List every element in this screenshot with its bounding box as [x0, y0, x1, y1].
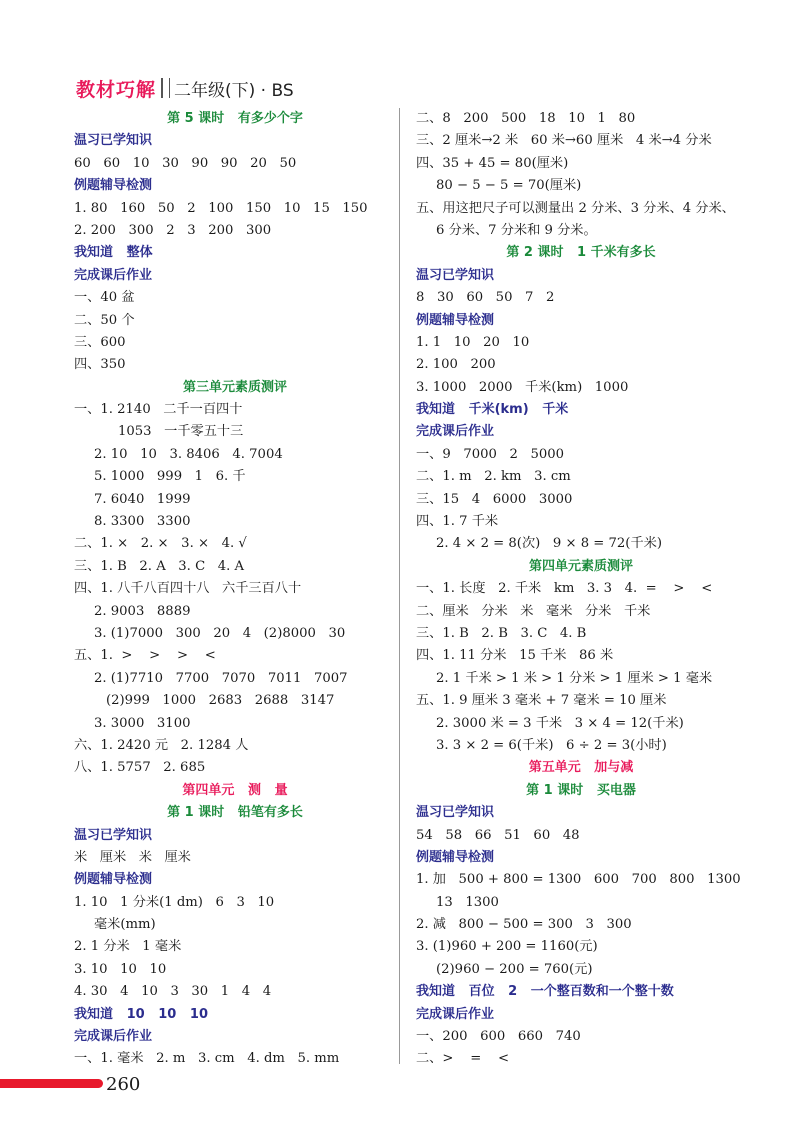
section-heading: 完成课后作业	[416, 1006, 495, 1022]
answer-line: (2)960 − 200 = 760(元)	[436, 961, 593, 977]
answer-line: 一、1. 2140 二千一百四十	[74, 402, 243, 418]
answer-line: 3. 3 × 2 = 6(千米) 6 ÷ 2 = 3(小时)	[436, 737, 667, 753]
section-heading: 温习已学知识	[416, 805, 495, 821]
section-heading: 完成课后作业	[416, 424, 495, 440]
header-divider-icon	[161, 78, 170, 98]
answer-line: 60 60 10 30 90 90 20 50	[74, 155, 297, 171]
answer-line: 四、35 + 45 = 80(厘米)	[416, 155, 569, 171]
answer-line: 6 分米、7 分米和 9 分米。	[436, 222, 597, 238]
answer-line: 2. 3000 米 = 3 千米 3 × 4 = 12(千米)	[436, 715, 684, 731]
answer-line: 2. 9003 8889	[94, 603, 191, 619]
section-heading: 温习已学知识	[74, 133, 153, 149]
section-heading: 完成课后作业	[74, 1029, 153, 1045]
answer-line: 三、15 4 6000 3000	[416, 491, 573, 507]
answer-line: 3. 10 10 10	[74, 961, 167, 977]
answer-line: 一、9 7000 2 5000	[416, 446, 565, 462]
section-heading: 例题辅导检测	[74, 178, 153, 194]
answer-line: 一、1. 长度 2. 千米 km 3. 3 4. = > <	[416, 581, 713, 597]
answer-line: 2. 1 分米 1 毫米	[74, 939, 182, 955]
answer-line: 二、1. × 2. × 3. × 4. √	[74, 536, 247, 552]
answer-line: 3. (1)7000 300 20 4 (2)8000 30	[94, 625, 346, 641]
answer-line: 毫米(mm)	[94, 917, 156, 933]
lesson-title: 第三单元素质测评	[182, 379, 287, 395]
answer-line: 2. 1 千米 > 1 米 > 1 分米 > 1 厘米 > 1 毫米	[436, 670, 713, 686]
answer-line: 二、50 个	[74, 312, 135, 328]
column-divider	[399, 108, 400, 1064]
page-number: 260	[106, 1074, 141, 1095]
section-heading: 例题辅导检测	[416, 312, 495, 328]
answer-line: 3. 1000 2000 千米(km) 1000	[416, 379, 629, 395]
answer-line: 米 厘米 米 厘米	[74, 849, 191, 865]
answer-line: 四、350	[74, 357, 126, 373]
answer-line: 1. 10 1 分米(1 dm) 6 3 10	[74, 894, 275, 910]
grade-label: 二年级(下) · BS	[174, 80, 294, 101]
answer-line: 一、200 600 660 740	[416, 1029, 581, 1045]
answer-line: 3. 3000 3100	[94, 715, 191, 731]
section-heading: 我知道 百位 2 一个整百数和一个整十数	[416, 984, 674, 1000]
answer-line: 7. 6040 1999	[94, 491, 191, 507]
answer-line: 2. (1)7710 7700 7070 7011 7007	[94, 670, 348, 686]
answer-line: 1. 加 500 + 800 = 1300 600 700 800 1300	[416, 872, 741, 888]
lesson-title: 第四单元素质测评	[528, 558, 633, 574]
answer-line: 一、40 盆	[74, 290, 135, 306]
unit-title: 第四单元 测 量	[182, 782, 288, 798]
section-heading: 我知道 10 10 10	[74, 1006, 209, 1022]
right-column	[416, 108, 746, 1071]
answer-line: 1. 1 10 20 10	[416, 334, 530, 350]
answer-line: 2. 200 300 2 3 200 300	[74, 222, 272, 238]
answer-line: 4. 30 4 10 3 30 1 4 4	[74, 984, 272, 1000]
answer-line: 五、1. > > > <	[74, 648, 216, 664]
answer-line: 二、8 200 500 18 10 1 80	[416, 111, 636, 126]
answer-line: (2)999 1000 2683 2688 3147	[106, 693, 335, 709]
answer-line: 八、1. 5757 2. 685	[74, 760, 206, 776]
answer-line: 2. 100 200	[416, 357, 496, 373]
answer-line: 五、用这把尺子可以测量出 2 分米、3 分米、4 分米、	[416, 200, 735, 216]
section-heading: 例题辅导检测	[74, 872, 153, 888]
answer-line: 8. 3300 3300	[94, 514, 191, 530]
answer-line: 二、1. m 2. km 3. cm	[416, 469, 571, 485]
answer-line: 2. 4 × 2 = 8(次) 9 × 8 = 72(千米)	[436, 536, 662, 552]
page-header	[76, 73, 294, 103]
lesson-title: 第 1 课时 铅笔有多长	[167, 805, 303, 821]
lesson-title: 第 2 课时 1 千米有多长	[506, 245, 656, 261]
answer-line: 六、1. 2420 元 2. 1284 人	[74, 737, 249, 753]
answer-line: 2. 10 10 3. 8406 4. 7004	[94, 446, 283, 462]
lesson-title: 第 5 课时 有多少个字	[167, 111, 303, 126]
answer-line: 五、1. 9 厘米 3 毫米 + 7 毫米 = 10 厘米	[416, 693, 667, 709]
page-footer-bar	[0, 1079, 103, 1088]
answer-line: 三、1. B 2. A 3. C 4. A	[74, 558, 245, 574]
lesson-title: 第 1 课时 买电器	[526, 782, 636, 798]
answer-line: 1053 一千零五十三	[118, 424, 244, 440]
answer-line: 1. 80 160 50 2 100 150 10 15 150	[74, 200, 368, 216]
answer-line: 一、1. 毫米 2. m 3. cm 4. dm 5. mm	[74, 1051, 340, 1067]
answer-line: 四、1. 11 分米 15 千米 86 米	[416, 648, 614, 664]
section-heading: 温习已学知识	[416, 267, 495, 283]
book-brand: 教材巧解	[76, 78, 157, 101]
section-heading: 温习已学知识	[74, 827, 153, 843]
answer-line: 四、1. 八千八百四十八 六千三百八十	[74, 581, 302, 597]
answer-line: 三、2 厘米→2 米 60 米→60 厘米 4 米→4 分米	[416, 133, 712, 149]
answer-line: 四、1. 7 千米	[416, 514, 499, 530]
section-heading: 完成课后作业	[74, 267, 153, 283]
section-heading: 例题辅导检测	[416, 849, 495, 865]
section-heading: 我知道 千米(km) 千米	[416, 402, 569, 418]
answer-line: 二、厘米 分米 米 毫米 分米 千米	[416, 603, 651, 619]
answer-line: 80 − 5 − 5 = 70(厘米)	[436, 178, 582, 194]
answer-line: 2. 减 800 − 500 = 300 3 300	[416, 917, 632, 933]
answer-line: 3. (1)960 + 200 = 1160(元)	[416, 939, 598, 955]
answer-line: 三、1. B 2. B 3. C 4. B	[416, 625, 587, 641]
answer-line: 5. 1000 999 1 6. 千	[94, 469, 246, 485]
left-column	[74, 108, 396, 1071]
unit-title: 第五单元 加与减	[528, 760, 634, 776]
section-heading: 我知道 整体	[74, 245, 153, 261]
answer-line: 13 1300	[436, 894, 499, 910]
answer-line: 8 30 60 50 7 2	[416, 290, 555, 306]
answer-line: 54 58 66 51 60 48	[416, 827, 580, 843]
answer-line: 三、600	[74, 334, 126, 350]
answer-line: 二、> = <	[416, 1051, 510, 1067]
